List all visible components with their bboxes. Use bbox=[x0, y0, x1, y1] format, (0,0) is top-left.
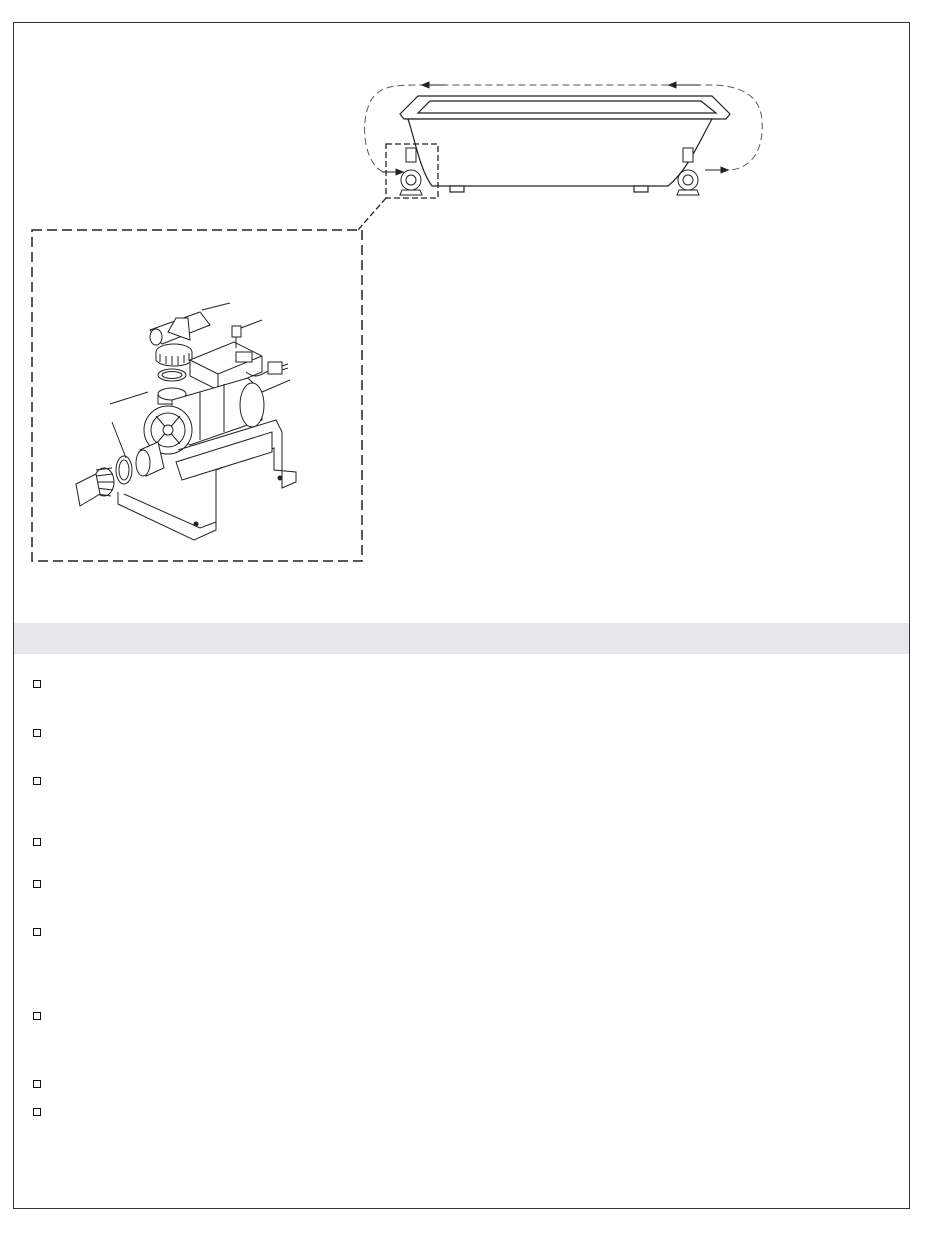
checkbox[interactable] bbox=[33, 1108, 41, 1116]
checklist-item bbox=[33, 678, 893, 688]
checkbox[interactable] bbox=[33, 838, 41, 846]
checkbox[interactable] bbox=[33, 680, 41, 688]
checklist-item bbox=[33, 926, 893, 936]
checkbox[interactable] bbox=[33, 880, 41, 888]
checkbox[interactable] bbox=[33, 1080, 41, 1088]
checklist-item bbox=[33, 1078, 893, 1088]
checklist-item bbox=[33, 878, 893, 888]
checklist-item bbox=[33, 775, 893, 785]
section-header-bar bbox=[14, 623, 909, 654]
checklist-item bbox=[33, 836, 893, 846]
checkbox[interactable] bbox=[33, 777, 41, 785]
checklist-item bbox=[33, 1010, 893, 1020]
callout-leader bbox=[358, 198, 386, 230]
checklist-item bbox=[33, 1106, 893, 1116]
checkbox[interactable] bbox=[33, 729, 41, 737]
checkbox[interactable] bbox=[33, 928, 41, 936]
checkbox[interactable] bbox=[33, 1012, 41, 1020]
checklist-item bbox=[33, 727, 893, 737]
installation-illustration bbox=[0, 0, 950, 600]
